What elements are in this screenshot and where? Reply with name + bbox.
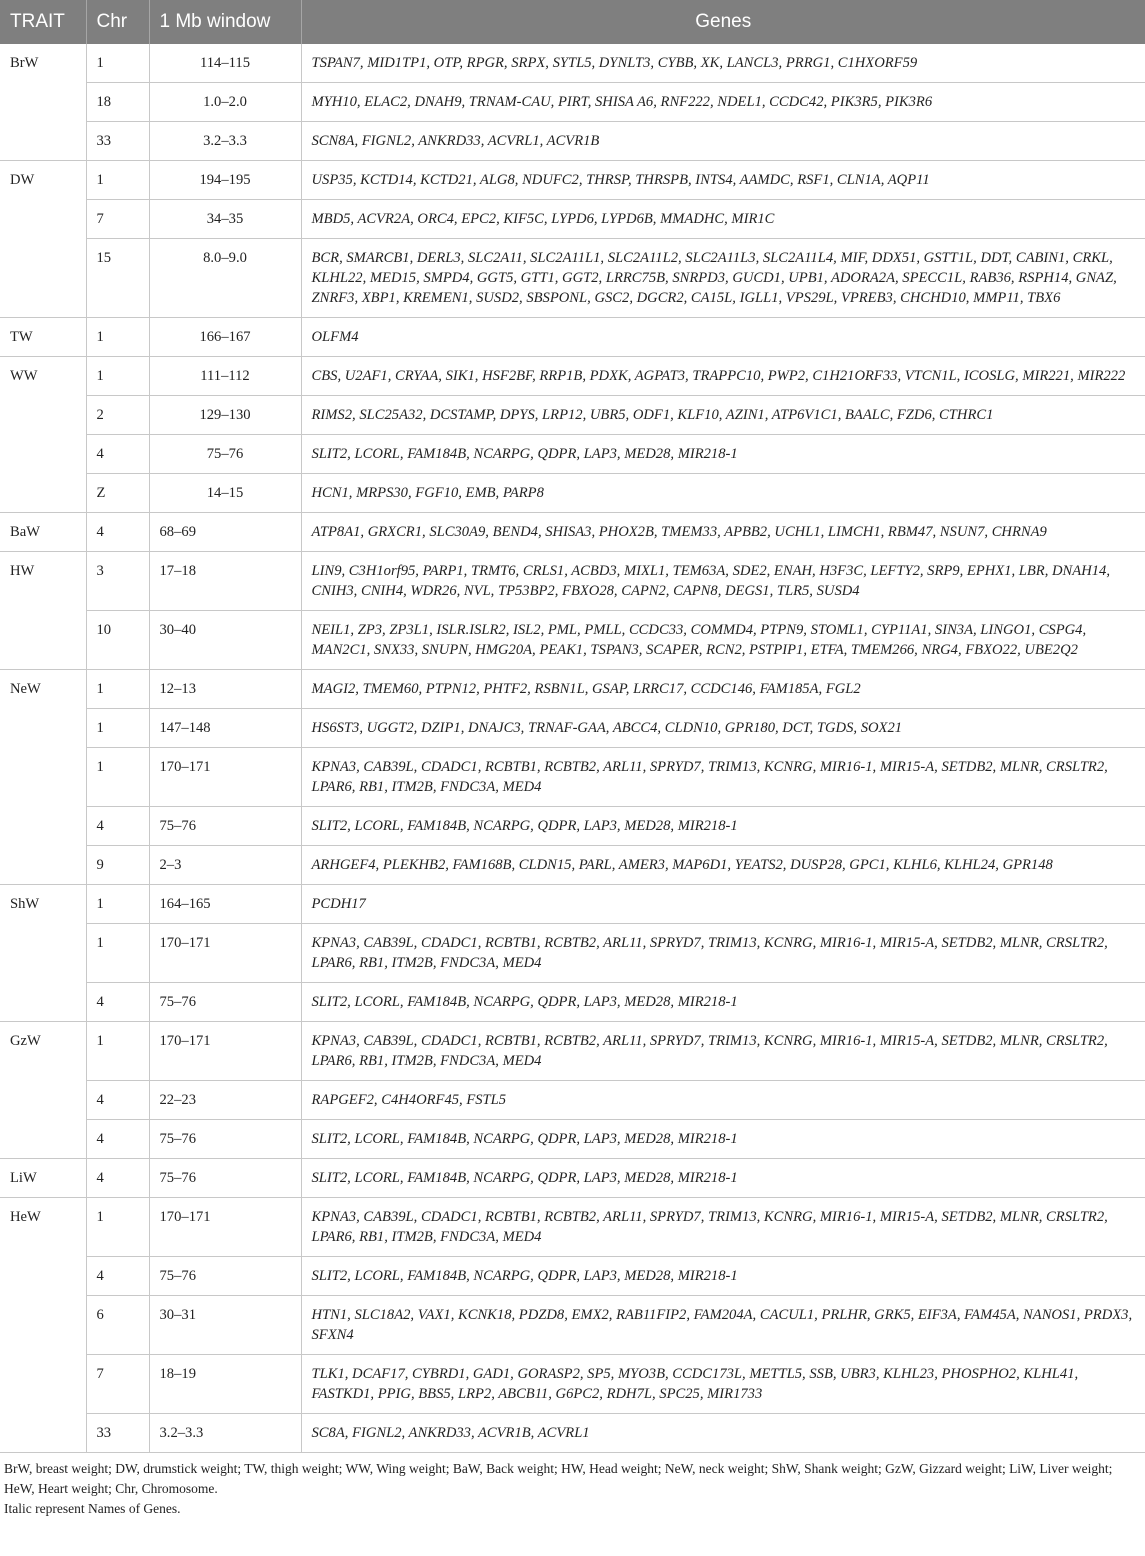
window-cell: 30–31 [149,1296,301,1355]
table-row [0,885,1145,924]
genes-cell: KPNA3, CAB39L, CDADC1, RCBTB1, RCBTB2, ARL11, SPRYD7, TRIM13, KCNRG, MIR16-1, MIR15-A, SETDB2, MLNR, CRSLTR2, LPAR6, RB1, ITM2B, FNDC3A, MED4 [301,1022,1145,1081]
table-row [0,807,1145,846]
window-cell: 1.0–2.0 [149,83,301,122]
window-cell: 164–165 [149,885,301,924]
header-trait: TRAIT [0,0,86,44]
table-body [0,44,1145,1453]
chr-cell: 1 [86,318,149,357]
header-window: 1 Mb window [149,0,301,44]
genes-cell: MBD5, ACVR2A, ORC4, EPC2, KIF5C, LYPD6, LYPD6B, MMADHC, MIR1C [301,200,1145,239]
genes-cell: MAGI2, TMEM60, PTPN12, PHTF2, RSBN1L, GSAP, LRRC17, CCDC146, FAM185A, FGL2 [301,670,1145,709]
genes-cell: NEIL1, ZP3, ZP3L1, ISLR.ISLR2, ISL2, PML, PMLL, CCDC33, COMMD4, PTPN9, STOML1, CYP11A1, SIN3A, LINGO1, CSPG4, MAN2C1, SNX33, SNUPN, HMG20A, PEAK1, TSPAN3, SCAPER, RCN2, PSTPIP1, ETFA, TMEM266, NRG4, FBXO22, UBE2Q2 [301,611,1145,670]
header-chr: Chr [86,0,149,44]
window-cell: 30–40 [149,611,301,670]
footnote-abbreviations: BrW, breast weight; DW, drumstick weight; TW, thigh weight; WW, Wing weight; BaW, Back weight; HW, Head weight; NeW, neck weight; ShW, Shank weight; GzW, Gizzard weight; LiW, Liver weight; HeW, Heart weight; Chr, Chromosome. [4,1461,1113,1496]
chr-cell: 7 [86,200,149,239]
genes-cell: HCN1, MRPS30, FGF10, EMB, PARP8 [301,474,1145,513]
chr-cell: 1 [86,670,149,709]
window-cell: 12–13 [149,670,301,709]
chr-cell: 4 [86,1081,149,1120]
table-footnote [0,1453,1145,1519]
genes-cell: KPNA3, CAB39L, CDADC1, RCBTB1, RCBTB2, ARL11, SPRYD7, TRIM13, KCNRG, MIR16-1, MIR15-A, SETDB2, MLNR, CRSLTR2, LPAR6, RB1, ITM2B, FNDC3A, MED4 [301,924,1145,983]
window-cell: 194–195 [149,161,301,200]
chr-cell: 18 [86,83,149,122]
chr-cell: 1 [86,748,149,807]
trait-cell: HeW [0,1198,86,1453]
genes-cell: PCDH17 [301,885,1145,924]
trait-cell: DW [0,161,86,318]
genes-cell: MYH10, ELAC2, DNAH9, TRNAM-CAU, PIRT, SHISA A6, RNF222, NDEL1, CCDC42, PIK3R5, PIK3R6 [301,83,1145,122]
trait-cell: BrW [0,44,86,161]
window-cell: 114–115 [149,44,301,83]
genes-cell: SLIT2, LCORL, FAM184B, NCARPG, QDPR, LAP3, MED28, MIR218-1 [301,1159,1145,1198]
table-row [0,83,1145,122]
chr-cell: Z [86,474,149,513]
genes-cell: HTN1, SLC18A2, VAX1, KCNK18, PDZD8, EMX2, RAB11FIP2, FAM204A, CACUL1, PRLHR, GRK5, EIF3A, FAM45A, NANOS1, PRDX3, SFXN4 [301,1296,1145,1355]
chr-cell: 4 [86,1257,149,1296]
window-cell: 75–76 [149,1120,301,1159]
window-cell: 129–130 [149,396,301,435]
chr-cell: 9 [86,846,149,885]
table-row [0,1355,1145,1414]
chr-cell: 4 [86,1159,149,1198]
table-row [0,357,1145,396]
chr-cell: 1 [86,709,149,748]
table-row [0,748,1145,807]
table-row [0,611,1145,670]
chr-cell: 4 [86,1120,149,1159]
window-cell: 3.2–3.3 [149,122,301,161]
genes-cell: CBS, U2AF1, CRYAA, SIK1, HSF2BF, RRP1B, PDXK, AGPAT3, TRAPPC10, PWP2, C1H21ORF33, VTCN1L, ICOSLG, MIR221, MIR222 [301,357,1145,396]
table-row [0,318,1145,357]
table-row [0,1159,1145,1198]
window-cell: 3.2–3.3 [149,1414,301,1453]
trait-cell: BaW [0,513,86,552]
table-row [0,1022,1145,1081]
window-cell: 170–171 [149,1022,301,1081]
genes-cell: SLIT2, LCORL, FAM184B, NCARPG, QDPR, LAP3, MED28, MIR218-1 [301,983,1145,1022]
window-cell: 170–171 [149,924,301,983]
table-row [0,122,1145,161]
chr-cell: 1 [86,924,149,983]
genes-cell: SCN8A, FIGNL2, ANKRD33, ACVRL1, ACVR1B [301,122,1145,161]
table-row [0,44,1145,83]
genes-cell: SLIT2, LCORL, FAM184B, NCARPG, QDPR, LAP3, MED28, MIR218-1 [301,807,1145,846]
table-row [0,239,1145,318]
table-row [0,474,1145,513]
table-row [0,200,1145,239]
table-row [0,846,1145,885]
window-cell: 17–18 [149,552,301,611]
genes-cell: TLK1, DCAF17, CYBRD1, GAD1, GORASP2, SP5, MYO3B, CCDC173L, METTL5, SSB, UBR3, KLHL23, PHOSPHO2, KLHL41, FASTKD1, PPIG, BBS5, LRP2, ABCB11, G6PC2, RDH7L, SPC25, MIR1733 [301,1355,1145,1414]
genes-cell: TSPAN7, MID1TP1, OTP, RPGR, SRPX, SYTL5, DYNLT3, CYBB, XK, LANCL3, PRRG1, C1HXORF59 [301,44,1145,83]
chr-cell: 1 [86,44,149,83]
window-cell: 75–76 [149,435,301,474]
genes-cell: RIMS2, SLC25A32, DCSTAMP, DPYS, LRP12, UBR5, ODF1, KLF10, AZIN1, ATP6V1C1, BAALC, FZD6, CTHRC1 [301,396,1145,435]
genes-cell: SLIT2, LCORL, FAM184B, NCARPG, QDPR, LAP3, MED28, MIR218-1 [301,1257,1145,1296]
window-cell: 111–112 [149,357,301,396]
table-row [0,924,1145,983]
chr-cell: 4 [86,513,149,552]
chr-cell: 15 [86,239,149,318]
table-row [0,709,1145,748]
window-cell: 75–76 [149,807,301,846]
trait-cell: WW [0,357,86,513]
window-cell: 14–15 [149,474,301,513]
genes-cell: USP35, KCTD14, KCTD21, ALG8, NDUFC2, THRSP, THRSPB, INTS4, AAMDC, RSF1, CLN1A, AQP11 [301,161,1145,200]
window-cell: 75–76 [149,1257,301,1296]
window-cell: 166–167 [149,318,301,357]
table-header-row [0,0,1145,44]
header-genes: Genes [301,0,1145,44]
chr-cell: 1 [86,357,149,396]
chr-cell: 3 [86,552,149,611]
table-row [0,1414,1145,1453]
chr-cell: 10 [86,611,149,670]
trait-cell: TW [0,318,86,357]
chr-cell: 1 [86,1022,149,1081]
window-cell: 2–3 [149,846,301,885]
genes-cell: ARHGEF4, PLEKHB2, FAM168B, CLDN15, PARL, AMER3, MAP6D1, YEATS2, DUSP28, GPC1, KLHL6, KLHL24, GPR148 [301,846,1145,885]
genes-cell: SLIT2, LCORL, FAM184B, NCARPG, QDPR, LAP3, MED28, MIR218-1 [301,435,1145,474]
genes-cell: RAPGEF2, C4H4ORF45, FSTL5 [301,1081,1145,1120]
chr-cell: 6 [86,1296,149,1355]
window-cell: 75–76 [149,1159,301,1198]
chr-cell: 4 [86,435,149,474]
table-row [0,161,1145,200]
table-row [0,1296,1145,1355]
window-cell: 68–69 [149,513,301,552]
table-row [0,396,1145,435]
genes-cell: HS6ST3, UGGT2, DZIP1, DNAJC3, TRNAF-GAA, ABCC4, CLDN10, GPR180, DCT, TGDS, SOX21 [301,709,1145,748]
genes-cell: LIN9, C3H1orf95, PARP1, TRMT6, CRLS1, ACBD3, MIXL1, TEM63A, SDE2, ENAH, H3F3C, LEFTY2, SRP9, EPHX1, LBR, DNAH14, CNIH3, CNIH4, WDR26, NVL, TP53BP2, FBXO28, CAPN2, CAPN8, DEGS1, TLR5, SUSD4 [301,552,1145,611]
genes-cell: SC8A, FIGNL2, ANKRD33, ACVR1B, ACVRL1 [301,1414,1145,1453]
table-row [0,1257,1145,1296]
genes-cell: SLIT2, LCORL, FAM184B, NCARPG, QDPR, LAP3, MED28, MIR218-1 [301,1120,1145,1159]
table-row [0,1198,1145,1257]
footnote-italic-note: Italic represent Names of Genes. [4,1501,181,1516]
trait-cell: NeW [0,670,86,885]
genes-cell: KPNA3, CAB39L, CDADC1, RCBTB1, RCBTB2, ARL11, SPRYD7, TRIM13, KCNRG, MIR16-1, MIR15-A, SETDB2, MLNR, CRSLTR2, LPAR6, RB1, ITM2B, FNDC3A, MED4 [301,1198,1145,1257]
chr-cell: 4 [86,983,149,1022]
chr-cell: 2 [86,396,149,435]
window-cell: 8.0–9.0 [149,239,301,318]
chr-cell: 1 [86,885,149,924]
table-row [0,1081,1145,1120]
chr-cell: 33 [86,1414,149,1453]
chr-cell: 1 [86,1198,149,1257]
genes-cell: BCR, SMARCB1, DERL3, SLC2A11, SLC2A11L1, SLC2A11L2, SLC2A11L3, SLC2A11L4, MIF, DDX51, GSTT1L, DDT, CABIN1, CRKL, KLHL22, MED15, SMPD4, GGT5, GTT1, GGT2, LRRC75B, SNRPD3, GUCD1, UPB1, ADORA2A, SPECC1L, RAB36, RSPH14, GNAZ, ZNRF3, XBP1, KREMEN1, SUSD2, SBSPONL, GSC2, DGCR2, CA15L, IGLL1, VPS29L, VPREB3, CHCHD10, MMP11, TBX6 [301,239,1145,318]
table-row [0,513,1145,552]
window-cell: 75–76 [149,983,301,1022]
window-cell: 34–35 [149,200,301,239]
table-row [0,983,1145,1022]
table-row [0,1120,1145,1159]
trait-cell: GzW [0,1022,86,1159]
table-row [0,670,1145,709]
trait-cell: LiW [0,1159,86,1198]
window-cell: 147–148 [149,709,301,748]
genes-cell: KPNA3, CAB39L, CDADC1, RCBTB1, RCBTB2, ARL11, SPRYD7, TRIM13, KCNRG, MIR16-1, MIR15-A, SETDB2, MLNR, CRSLTR2, LPAR6, RB1, ITM2B, FNDC3A, MED4 [301,748,1145,807]
trait-cell: HW [0,552,86,670]
table-row [0,552,1145,611]
chr-cell: 1 [86,161,149,200]
window-cell: 170–171 [149,748,301,807]
window-cell: 170–171 [149,1198,301,1257]
chr-cell: 4 [86,807,149,846]
chr-cell: 7 [86,1355,149,1414]
chr-cell: 33 [86,122,149,161]
genes-cell: OLFM4 [301,318,1145,357]
window-cell: 18–19 [149,1355,301,1414]
window-cell: 22–23 [149,1081,301,1120]
trait-cell: ShW [0,885,86,1022]
genes-cell: ATP8A1, GRXCR1, SLC30A9, BEND4, SHISA3, PHOX2B, TMEM33, APBB2, UCHL1, LIMCH1, RBM47, NSUN7, CHRNA9 [301,513,1145,552]
table-row [0,435,1145,474]
